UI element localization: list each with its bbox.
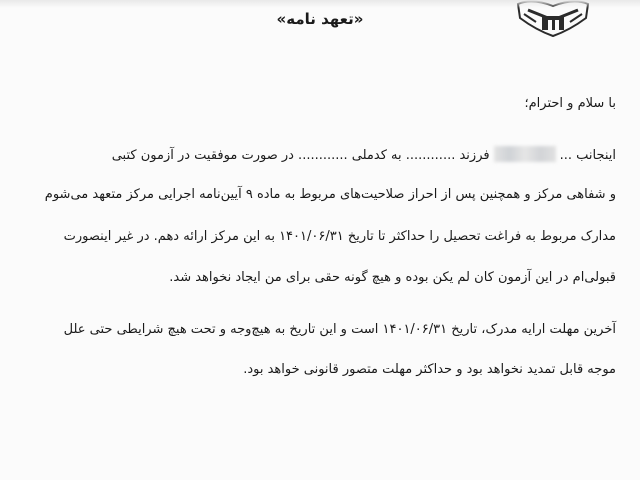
- paragraph-line-3: مدارک مربوط به فراغت تحصیل را حداکثر تا تاریخ ۱۴۰۱/۰۶/۳۱ به این مرکز ارائه دهم. در غیر اینصورت: [63, 229, 616, 244]
- applicant-label: اینجانب ...: [559, 148, 616, 163]
- paragraph-line-4: قبولی‌ام در این آزمون کان لم یکن بوده و هیچ گونه حقی برای من ایجاد نخواهد شد.: [169, 270, 616, 285]
- paragraph-line-5: آخرین مهلت ارایه مدرک، تاریخ ۱۴۰۱/۰۶/۳۱ است و این تاریخ به هیچ‌وجه و تحت هیچ شرایطی حتی علل: [63, 322, 616, 337]
- document-title: «تعهد نامه»: [276, 10, 364, 28]
- paragraph-line-6: موجه قابل تمدید نخواهد بود و حداکثر مهلت متصور قانونی خواهد بود.: [243, 362, 616, 377]
- paragraph-line-1: [112, 146, 616, 163]
- paragraph-line-2: و شفاهی مرکز و همچنین پس از احراز صلاحیت‌های مربوط به ماده ۹ آیین‌نامه اجرایی مرکز متعهد می‌شوم: [44, 187, 616, 202]
- applicant-details: فرزند ............ به کدملی ............ در صورت موفقیت در آزمون کتبی: [111, 148, 490, 163]
- greeting-line: با سلام و احترام؛: [524, 96, 616, 111]
- redacted-name: [494, 146, 556, 162]
